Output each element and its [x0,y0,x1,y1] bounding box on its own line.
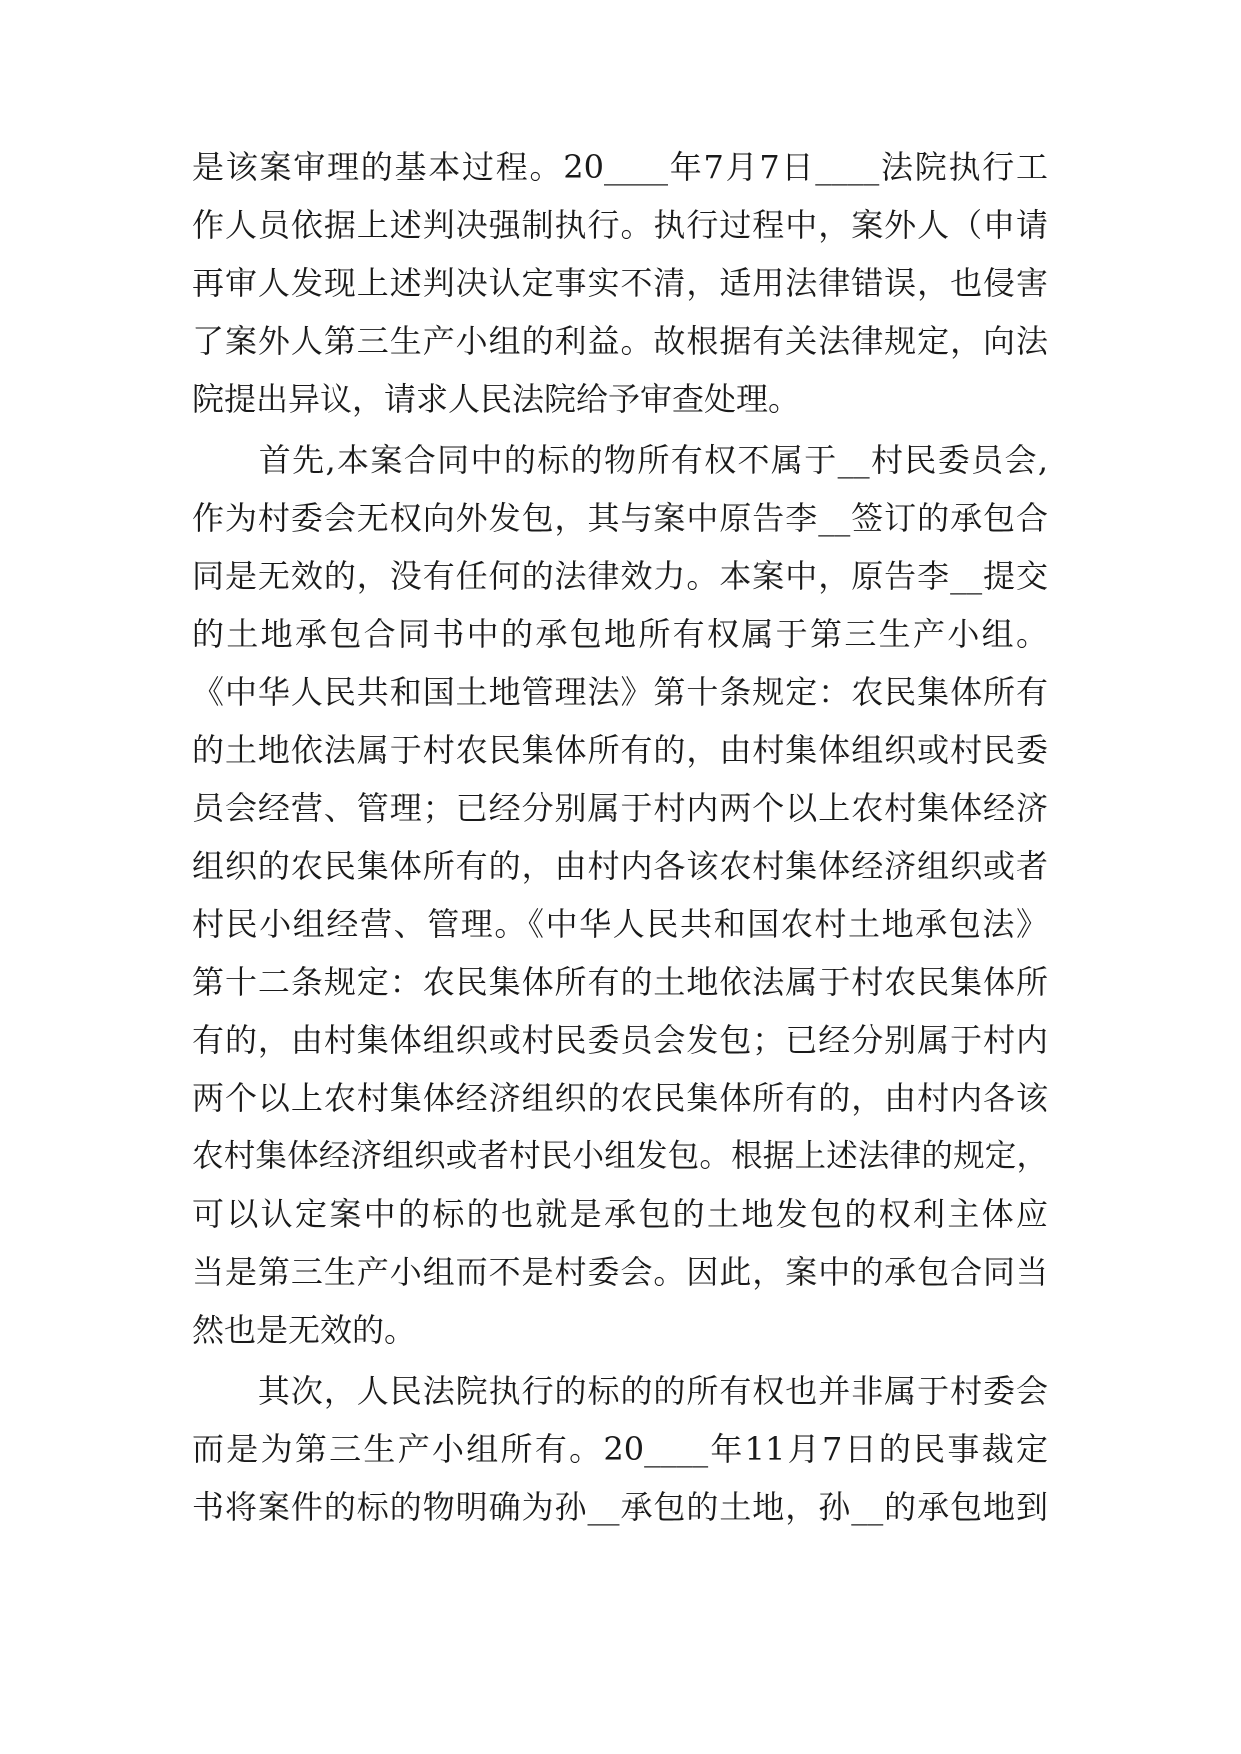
text-line-14: 村民小组经营、管理。《中华人民共和国农村土地承包法》 [192,905,1048,943]
text-line-11: 的土地依法属于村农民集体所有的，由村集体组织或村民委 [192,731,1048,769]
text-line-5: 院提出异议，请求人民法院给予审查处理。 [192,380,801,418]
text-line-1: 是该案审理的基本过程。20____年7月7日____法院执行工 [192,148,1048,186]
text-line-17: 两个以上农村集体经济组织的农民集体所有的，由村内各该 [192,1079,1048,1117]
text-line-18: 农村集体经济组织或者村民小组发包。根据上述法律的规定， [192,1138,1048,1174]
text-line-21: 然也是无效的。 [192,1311,417,1349]
text-line-2: 作人员依据上述判决强制执行。执行过程中，案外人（申请 [192,206,1048,244]
text-line-8: 同是无效的，没有任何的法律效力。本案中，原告李__提交 [192,557,1048,595]
text-line-12: 员会经营、管理；已经分别属于村内两个以上农村集体经济 [192,789,1048,827]
text-line-23: 而是为第三生产小组所有。20____年11月7日的民事裁定 [192,1430,1048,1468]
text-line-13: 组织的农民集体所有的，由村内各该农村集体经济组织或者 [192,847,1048,885]
text-line-19: 可以认定案中的标的也就是承包的土地发包的权利主体应 [192,1195,1048,1233]
text-line-6: 首先,本案合同中的标的物所有权不属于__村民委员会, [192,441,1048,479]
text-line-15: 第十二条规定：农民集体所有的土地依法属于村农民集体所 [192,963,1048,1001]
text-line-3: 再审人发现上述判决认定事实不清，适用法律错误，也侵害 [192,264,1048,302]
text-line-24: 书将案件的标的物明确为孙__承包的土地，孙__的承包地到 [192,1488,1048,1526]
text-line-7: 作为村委会无权向外发包，其与案中原告李__签订的承包合 [192,499,1048,537]
text-line-9: 的土地承包合同书中的承包地所有权属于第三生产小组。 [192,615,1048,653]
text-line-20: 当是第三生产小组而不是村委会。因此，案中的承包合同当 [192,1253,1048,1291]
text-line-16: 有的，由村集体组织或村民委员会发包；已经分别属于村内 [192,1021,1048,1059]
text-line-10: 《中华人民共和国土地管理法》第十条规定：农民集体所有 [192,673,1048,711]
text-line-4: 了案外人第三生产小组的利益。故根据有关法律规定，向法 [192,322,1048,360]
text-line-22: 其次，人民法院执行的标的的所有权也并非属于村委会 [192,1372,1048,1410]
